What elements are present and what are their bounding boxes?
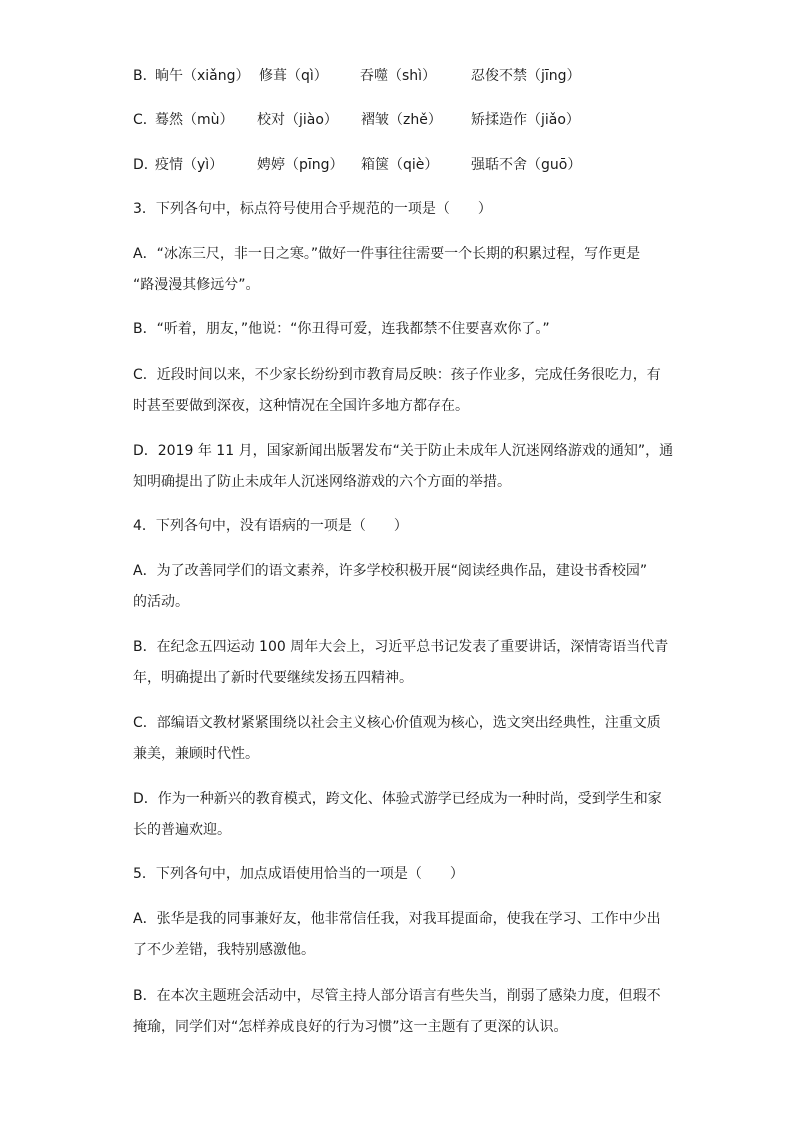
q4-option-a-line2: 的活动。 [133,594,189,610]
q3-stem: 3．下列各句中，标点符号使用合乎规范的一项是（ ） [133,201,492,217]
option-item: 吞噬（shì） [360,68,437,84]
option-item: 修葺（qì） [259,68,328,84]
q4-option-b-line1: B．在纪念五四运动 100 周年大会上，习近平总书记发表了重要讲话，深情寄语当代青 [133,639,669,655]
option-label: C． [133,112,157,128]
q5-stem: 5．下列各句中，加点成语使用恰当的一项是（ ） [133,866,464,882]
q3-option-d-line2: 知明确提出了防止未成年人沉迷网络游戏的六个方面的举措。 [133,474,511,490]
q3-option-c-line2: 时甚至要做到深夜，这种情况在全国许多地方都存在。 [133,398,469,414]
q5-option-b-line2: 掩瑜，同学们对“怎样养成良好的行为习惯”这一主题有了更深的认识。 [133,1019,568,1035]
option-item: 箱箧（qiè） [361,157,439,173]
q4-stem: 4．下列各句中，没有语病的一项是（ ） [133,518,408,534]
option-item: 校对（jiào） [257,112,338,128]
option-item: 蓦然（mù） [155,112,234,128]
q4-option-c-line1: C．部编语文教材紧紧围绕以社会主义核心价值观为核心，选文突出经典性，注重文质 [133,715,661,731]
option-item: 强聒不舍（guō） [471,157,582,173]
q4-option-a-line1: A．为了改善同学们的语文素养，许多学校积极开展“阅读经典作品，建设书香校园” [133,563,648,579]
q4-option-d-line1: D．作为一种新兴的教育模式，跨文化、体验式游学已经成为一种时尚，受到学生和家 [133,791,662,807]
q4-option-c-line2: 兼美，兼顾时代性。 [133,746,259,762]
option-label: D． [133,157,158,173]
q5-option-b-line1: B．在本次主题班会活动中，尽管主持人部分语言有些失当，削弱了感染力度，但瑕不 [133,988,661,1004]
q3-option-c-line1: C．近段时间以来，不少家长纷纷到市教育局反映：孩子作业多，完成任务很吃力，有 [133,367,661,383]
q5-option-a-line1: A．张华是我的同事兼好友，他非常信任我，对我耳提面命，使我在学习、工作中少出 [133,911,661,927]
option-label: B． [133,68,157,84]
q5-option-a-line2: 了不少差错，我特别感激他。 [133,942,315,958]
option-item: 疫情（yì） [155,157,224,173]
q3-option-a-line1: A．“冰冻三尺，非一日之寒。”做好一件事往往需要一个长期的积累过程，写作更是 [133,246,641,262]
option-item: 褶皱（zhě） [361,112,442,128]
q3-option-b: B．“听着，朋友，”他说：“你丑得可爱，连我都禁不住要喜欢你了。” [133,321,550,337]
q4-option-d-line2: 长的普遍欢迎。 [133,822,231,838]
q3-option-d-line1: D．2019 年 11 月，国家新闻出版署发布“关于防止未成年人沉迷网络游戏的通知”，通 [133,443,674,459]
option-item: 忍俊不禁（jīng） [471,68,581,84]
q3-option-a-line2: “路漫漫其修远兮”。 [133,277,260,293]
option-item: 晌午（xiǎng） [155,68,250,84]
option-item: 矫揉造作（jiǎo） [471,112,580,128]
option-item: 娉婷（pīng） [257,157,344,173]
q4-option-b-line2: 年，明确提出了新时代要继续发扬五四精神。 [133,670,413,686]
